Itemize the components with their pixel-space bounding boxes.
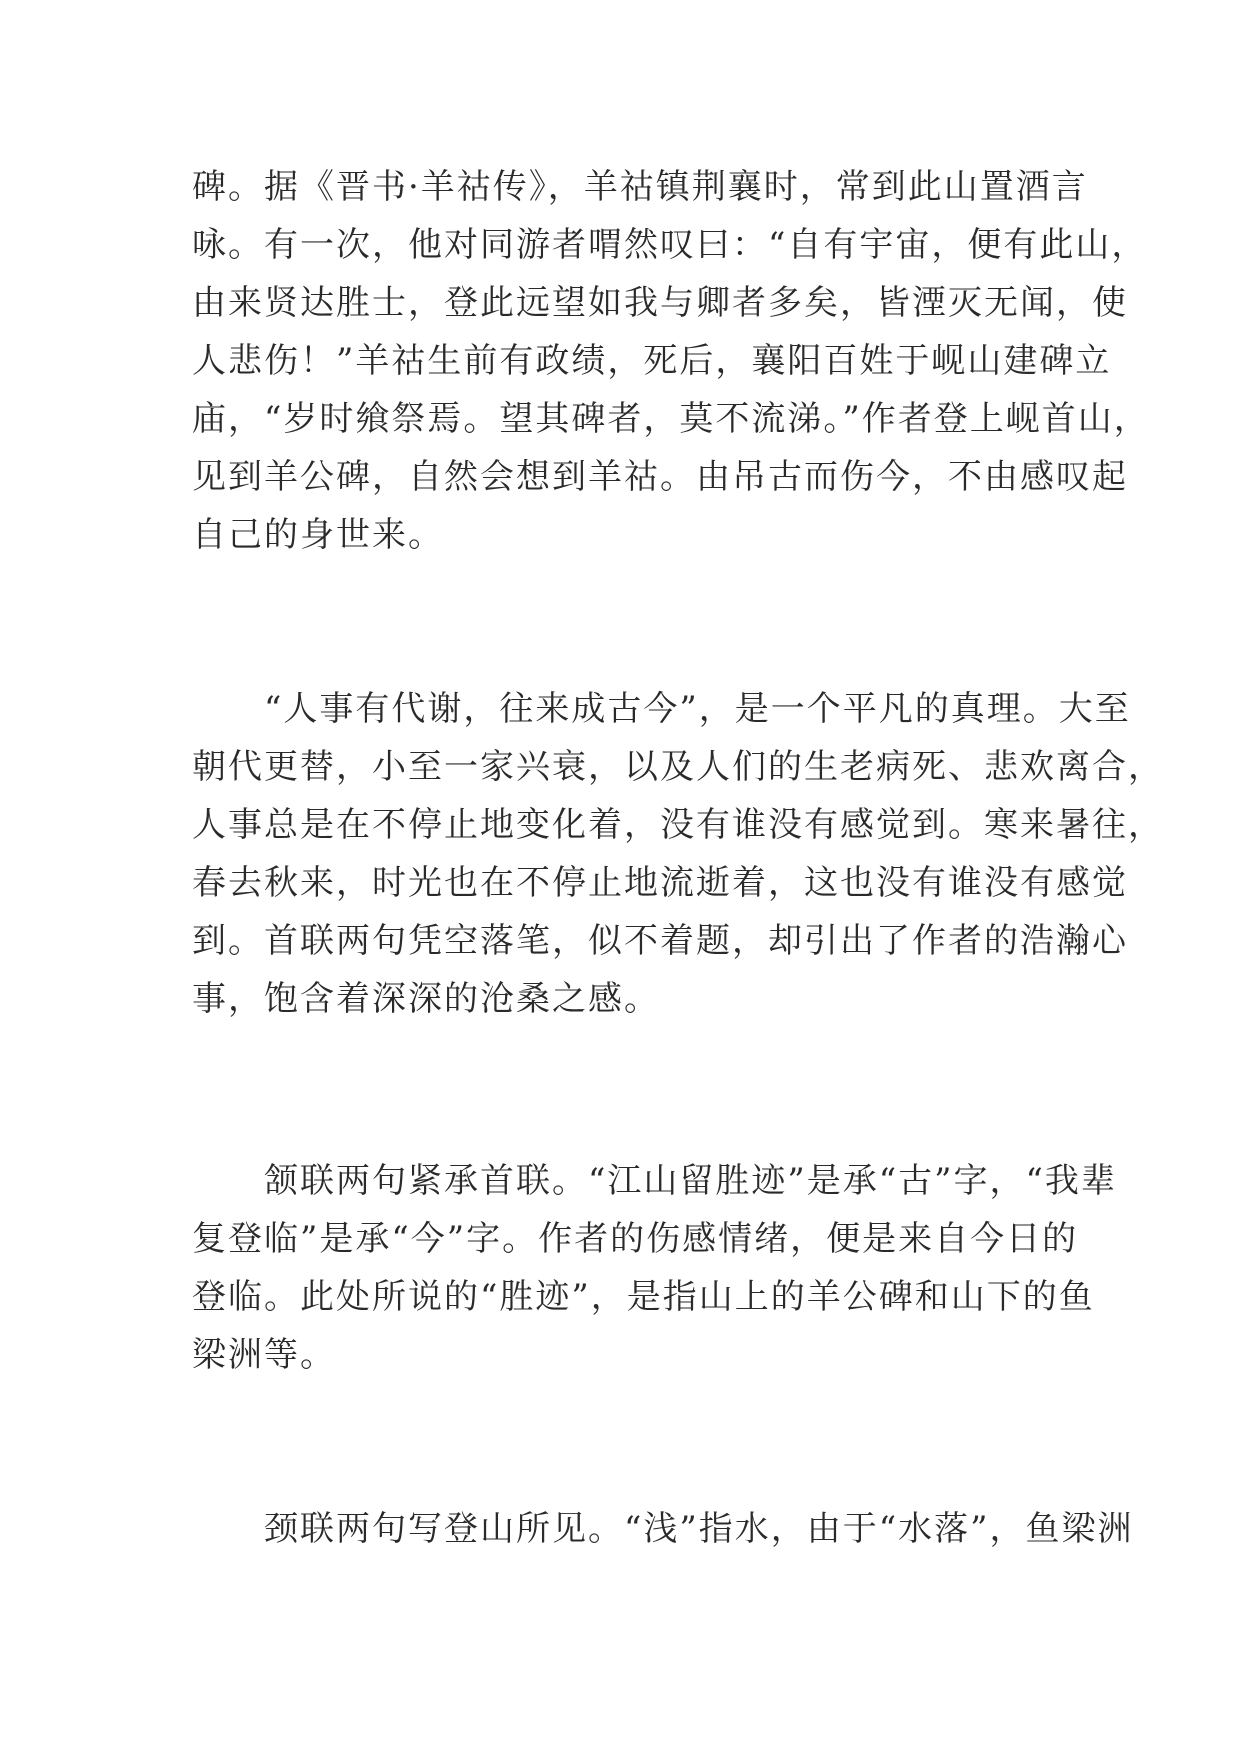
text-line: 事，饱含着深深的沧桑之感。 bbox=[192, 979, 660, 1019]
text-line: 到。首联两句凭空落笔，似不着题，却引出了作者的浩瀚心 bbox=[192, 921, 1128, 961]
text-line: 人事总是在不停止地变化着，没有谁没有感觉到。寒来暑往， bbox=[192, 805, 1164, 845]
paragraph-second-couplet bbox=[192, 1152, 1117, 1384]
text-line: 颈联两句写登山所见。“浅”指水，由于“水落”，鱼梁洲 bbox=[192, 1509, 1134, 1549]
text-line: 碑。据《晋书·羊祜传》，羊祜镇荆襄时，常到此山置酒言 bbox=[192, 167, 1088, 207]
text-line: 春去秋来，时光也在不停止地流逝着，这也没有谁没有感觉 bbox=[192, 863, 1128, 903]
text-line: 颔联两句紧承首联。“江山留胜迹”是承“古”字，“我辈 bbox=[192, 1161, 1117, 1201]
text-line: 登临。此处所说的“胜迹”，是指山上的羊公碑和山下的鱼 bbox=[192, 1277, 1095, 1317]
text-line: 朝代更替，小至一家兴衰，以及人们的生老病死、悲欢离合， bbox=[192, 747, 1164, 787]
text-line: 人悲伤！”羊祜生前有政绩，死后，襄阳百姓于岘山建碑立 bbox=[192, 341, 1112, 381]
text-line: 自己的身世来。 bbox=[192, 515, 444, 555]
text-line: 咏。有一次，他对同游者喟然叹曰：“自有宇宙，便有此山， bbox=[192, 225, 1148, 265]
paragraph-first-couplet bbox=[192, 680, 1164, 1028]
paragraph-yang-hu-stele bbox=[192, 158, 1150, 564]
text-line: 庙，“岁时飨祭焉。望其碑者，莫不流涕。”作者登上岘首山， bbox=[192, 399, 1150, 439]
text-line: 见到羊公碑，自然会想到羊祜。由吊古而伤今，不由感叹起 bbox=[192, 457, 1128, 497]
paragraph-third-couplet bbox=[192, 1500, 1134, 1558]
text-line: 由来贤达胜士，登此远望如我与卿者多矣，皆湮灭无闻，使 bbox=[192, 283, 1128, 323]
text-line: “人事有代谢，往来成古今”，是一个平凡的真理。大至 bbox=[192, 689, 1131, 729]
text-line: 复登临”是承“今”字。作者的伤感情绪，便是来自今日的 bbox=[192, 1219, 1079, 1259]
text-line: 梁洲等。 bbox=[192, 1335, 336, 1375]
